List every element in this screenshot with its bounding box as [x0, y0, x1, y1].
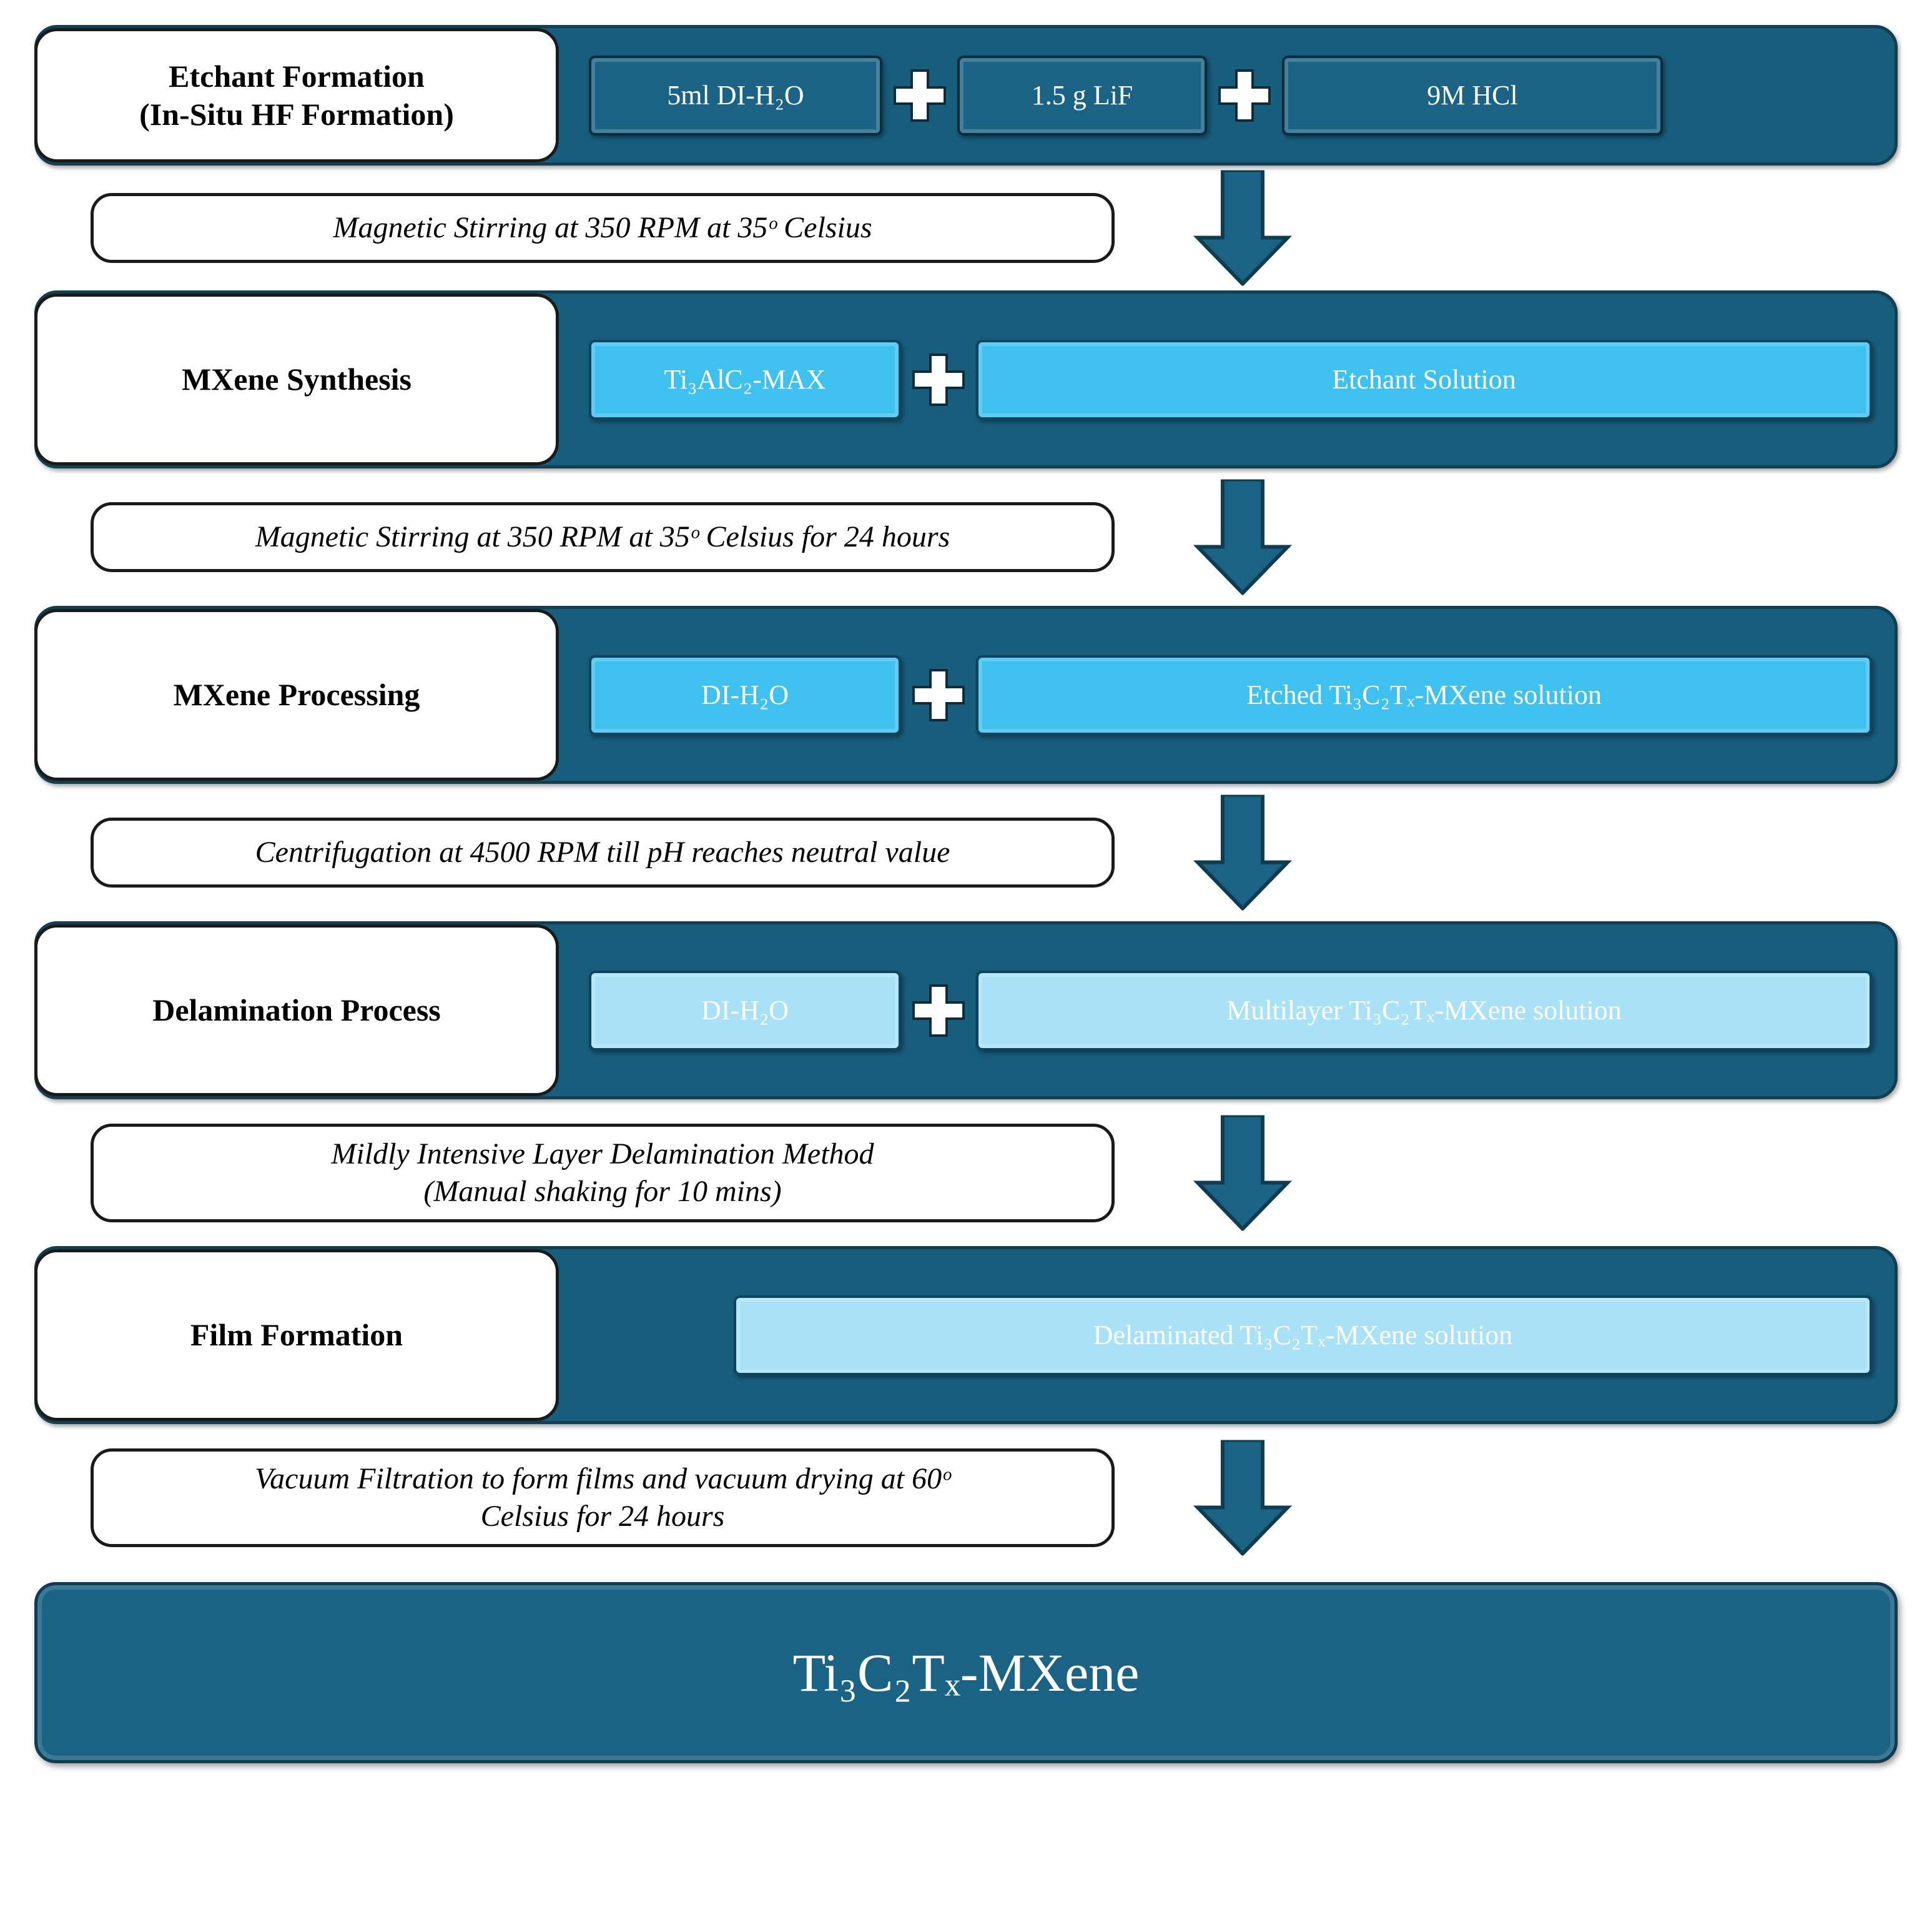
- stage-label-line2: (In-Situ HF Formation): [139, 96, 454, 132]
- down-arrow-icon: [1193, 171, 1293, 286]
- stage-etchant-formation: [34, 25, 1898, 166]
- reagent-chip: DI-H₂O: [589, 655, 901, 735]
- gap-1: [34, 166, 1898, 290]
- process-note-centrifugation: Centrifugation at 4500 RPM till pH reaches neutral value: [91, 818, 1115, 888]
- reagent-chip: Etched Ti₃C₂Tₓ-MXene solution: [976, 655, 1872, 735]
- process-note-vacuum-filtration: [91, 1448, 1115, 1547]
- reagent-chip: Multilayer Ti₃C₂Tₓ-MXene solution: [976, 971, 1872, 1051]
- plus-icon: [1207, 67, 1282, 124]
- down-arrow-icon: [1193, 1440, 1293, 1555]
- reagent-chip: 9M HCl: [1282, 56, 1663, 136]
- note-line2: Celsius for 24 hours: [480, 1499, 725, 1533]
- plus-icon: [901, 982, 976, 1039]
- stage-mxene-processing: [34, 606, 1898, 784]
- stage-body-delamination-process: [559, 971, 1895, 1051]
- reagent-chip: 1.5 g LiF: [957, 56, 1207, 136]
- stage-mxene-synthesis: [34, 290, 1898, 468]
- plus-icon: [901, 351, 976, 408]
- stage-body-etchant-formation: [559, 56, 1895, 136]
- down-arrow-icon: [1193, 795, 1293, 911]
- note-line1: Mildly Intensive Layer Delamination Method: [331, 1137, 874, 1170]
- reagent-chip: Etchant Solution: [976, 340, 1872, 420]
- final-product-bar: Ti₃C₂Tₓ-MXene: [34, 1582, 1898, 1763]
- down-arrow-icon: [1193, 1115, 1293, 1230]
- stage-body-film-formation: [559, 1295, 1895, 1375]
- stage-label-line1: MXene Processing: [173, 677, 420, 712]
- stage-body-mxene-synthesis: [559, 340, 1895, 420]
- stage-label-line1: Delamination Process: [152, 992, 441, 1027]
- reagent-chip: DI-H₂O: [589, 971, 901, 1051]
- stage-label-mxene-synthesis: [34, 294, 559, 465]
- note-line1: Vacuum Filtration to form films and vacuum drying at 60ᵒ: [255, 1462, 950, 1495]
- stage-label-line1: MXene Synthesis: [181, 362, 412, 397]
- gap-2: [34, 468, 1898, 606]
- plus-icon: [882, 67, 957, 124]
- reagent-chip: Ti₃AlC₂-MAX: [589, 340, 901, 420]
- stage-film-formation: [34, 1246, 1898, 1424]
- stage-label-line1: Film Formation: [190, 1317, 403, 1352]
- gap-3: [34, 784, 1898, 921]
- plus-icon: [901, 666, 976, 724]
- process-note-delamination: [91, 1124, 1115, 1222]
- down-arrow-icon: [1193, 480, 1293, 595]
- stage-delamination-process: [34, 921, 1898, 1099]
- process-note-magnetic-stirring-1: Magnetic Stirring at 350 RPM at 35ᵒ Celsius: [91, 193, 1115, 263]
- gap-4: [34, 1099, 1898, 1246]
- reagent-chip: Delaminated Ti₃C₂Tₓ-MXene solution: [734, 1295, 1872, 1375]
- stage-label-delamination-process: [34, 924, 559, 1096]
- stage-label-mxene-processing: [34, 609, 559, 781]
- stage-label-etchant-formation: [34, 28, 559, 162]
- process-note-magnetic-stirring-2: Magnetic Stirring at 350 RPM at 35ᵒ Celsius for 24 hours: [91, 502, 1115, 572]
- gap-5: [34, 1424, 1898, 1571]
- stage-label-line1: Etchant Formation: [169, 58, 425, 94]
- reagent-chip: 5ml DI-H₂O: [589, 56, 882, 136]
- stage-body-mxene-processing: [559, 655, 1895, 735]
- note-line2: (Manual shaking for 10 mins): [423, 1174, 782, 1208]
- stage-label-film-formation: [34, 1249, 559, 1421]
